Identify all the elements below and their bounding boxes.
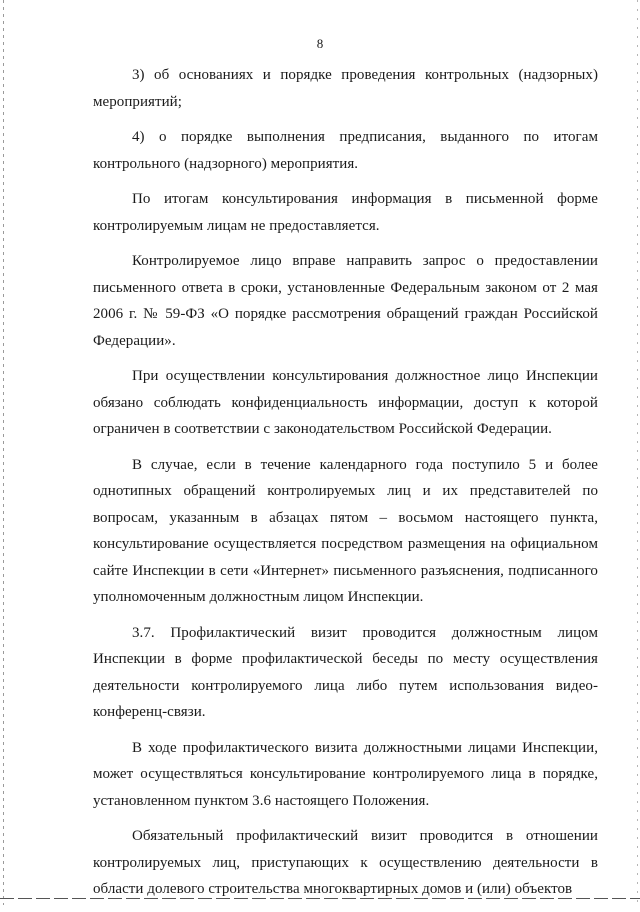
paragraph-confidentiality: При осуществлении консультирования должностное лицо Инспекции обязано соблюдать конфиденциальность информации, доступ к которой ограничен в соответствии с законодательством Российской Федерации. (93, 368, 598, 437)
paragraph-mandatory-visit: Обязательный профилактический визит проводится в отношении контролируемых лиц, приступающих к осуществлению деятельности в области долевого строительства многоквартирных домов и (или) объектов (93, 828, 598, 897)
paragraph-item-4: 4) о порядке выполнения предписания, выданного по итогам контрольного (надзорного) мероприятия. (93, 129, 598, 172)
paragraph-visit-consulting: В ходе профилактического визита должностными лицами Инспекции, может осуществляться консультирование контролируемого лица в порядке, установленном пунктом 3.6 настоящего Положения. (93, 739, 598, 809)
paragraph-item-3: 3) об основаниях и порядке проведения контрольных (надзорных) мероприятий; (93, 67, 598, 110)
paragraph-section-3-7: 3.7. Профилактический визит проводится должностным лицом Инспекции в форме профилактической беседы по месту осуществления деятельности контролируемого лица либо путем использования видео-конференц-связи. (93, 624, 598, 720)
paragraph-no-written-info: По итогам консультирования информация в письменной форме контролируемым лицам не предоставляется. (93, 191, 598, 234)
document-body (93, 62, 598, 912)
scan-edge-left (3, 0, 4, 905)
page-number: 8 (316, 36, 324, 51)
paragraph-same-type-requests: В случае, если в течение календарного года поступило 5 и более однотипных обращений контролируемых лиц и их представителей по вопросам, указанным в абзацах пятом – восьмом настоящего пункта, консультирование осуществляется посредством размещения на официальном сайте Инспекции в сети «Интернет» письменного разъяснения, подписанного уполномоченным должностным лицом Инспекции. (93, 456, 598, 605)
scan-edge-right (637, 0, 638, 905)
paragraph-written-request: Контролируемое лицо вправе направить запрос о предоставлении письменного ответа в сроки, установленные Федеральным законом от 2 мая 2006 г. № 59-ФЗ «О порядке рассмотрения обращений граждан Российской Федерации». (93, 253, 598, 349)
